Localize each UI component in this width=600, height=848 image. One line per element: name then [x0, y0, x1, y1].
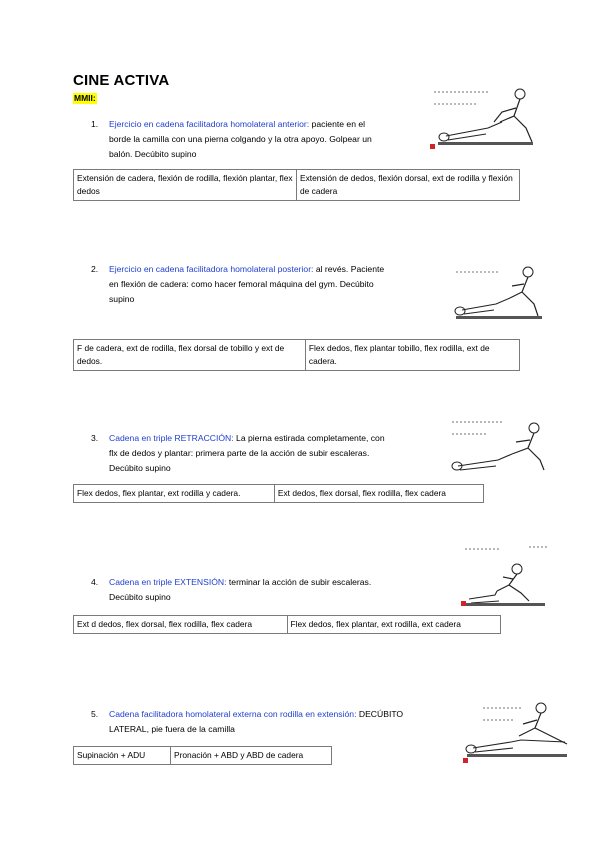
exercise-text: LATERAL, pie fuera de la camilla [109, 724, 235, 734]
page-title: CINE ACTIVA [73, 72, 170, 89]
exercise-name: Cadena en triple EXTENSIÓN: [109, 577, 227, 587]
exercise-number: 5. [91, 709, 99, 719]
table-cell: Ext dedos, flex dorsal, flex rodilla, flex cadera [274, 485, 483, 503]
exercise-name: Cadena en triple RETRACCIÓN: [109, 433, 234, 443]
muscle-table [73, 169, 520, 201]
exercise-text: Decúbito supino [109, 592, 171, 602]
exercise-illustration [428, 82, 549, 152]
exercise-name: Ejercicio en cadena facilitadora homolateral posterior: [109, 264, 314, 274]
exercise-text: La pierna estirada completamente, con [233, 433, 385, 443]
table-cell: Extensión de cadera, flexión de rodilla, flexión plantar, flex dedos [74, 170, 297, 201]
exercise-text: terminar la acción de subir escaleras. [226, 577, 372, 587]
red-marker [463, 758, 468, 763]
exercise-text: Decúbito supino [109, 463, 171, 473]
muscle-table [73, 746, 332, 765]
exercise-number: 2. [91, 264, 99, 274]
exercise-illustration [461, 696, 577, 766]
table-cell: Extensión de dedos, flexión dorsal, ext de rodilla y flexión de cadera [297, 170, 520, 201]
muscle-table [73, 484, 484, 503]
exercise-number: 4. [91, 577, 99, 587]
exercise-text: en flexión de cadera: como hacer femoral máquina del gym. Decúbito [109, 279, 374, 289]
exercise-name: Cadena facilitadora homolateral externa con rodilla en extensión: [109, 709, 357, 719]
table-cell: Supinación + ADU [74, 747, 171, 765]
table-cell: Flex dedos, flex plantar, ext rodilla, ext cadera [287, 616, 501, 634]
exercise-text: DECÚBITO [356, 709, 404, 719]
table-cell: Ext d dedos, flex dorsal, flex rodilla, flex cadera [74, 616, 288, 634]
exercise-number: 1. [91, 119, 99, 129]
exercise-text: borde la camilla con una pierna colgando y la otra apoyo. Golpear un [109, 134, 372, 144]
exercise-text: paciente en el [309, 119, 366, 129]
exercise-text: flx de dedos y plantar: primera parte de la acción de subir escaleras. [109, 448, 370, 458]
exercise-name: Ejercicio en cadena facilitadora homolateral anterior: [109, 119, 310, 129]
red-marker [430, 144, 435, 149]
section-label: MMII: [74, 93, 96, 103]
table-cell: F de cadera, ext de rodilla, flex dorsal de tobillo y ext de dedos. [74, 340, 306, 371]
exercise-number: 3. [91, 433, 99, 443]
exercise-text: supino [109, 294, 135, 304]
muscle-table [73, 339, 520, 371]
exercise-illustration [450, 260, 550, 322]
red-marker [461, 601, 466, 606]
table-cell: Pronación + ABD y ABD de cadera [171, 747, 332, 765]
exercise-illustration [459, 541, 555, 609]
exercise-text: balón. Decúbito supino [109, 149, 197, 159]
exercise-text: al revés. Paciente [313, 264, 385, 274]
table-cell: Flex dedos, flex plantar tobillo, flex rodilla, ext de cadera. [305, 340, 519, 371]
table-cell: Flex dedos, flex plantar, ext rodilla y cadera. [74, 485, 275, 503]
exercise-illustration [448, 414, 552, 476]
muscle-table [73, 615, 501, 634]
